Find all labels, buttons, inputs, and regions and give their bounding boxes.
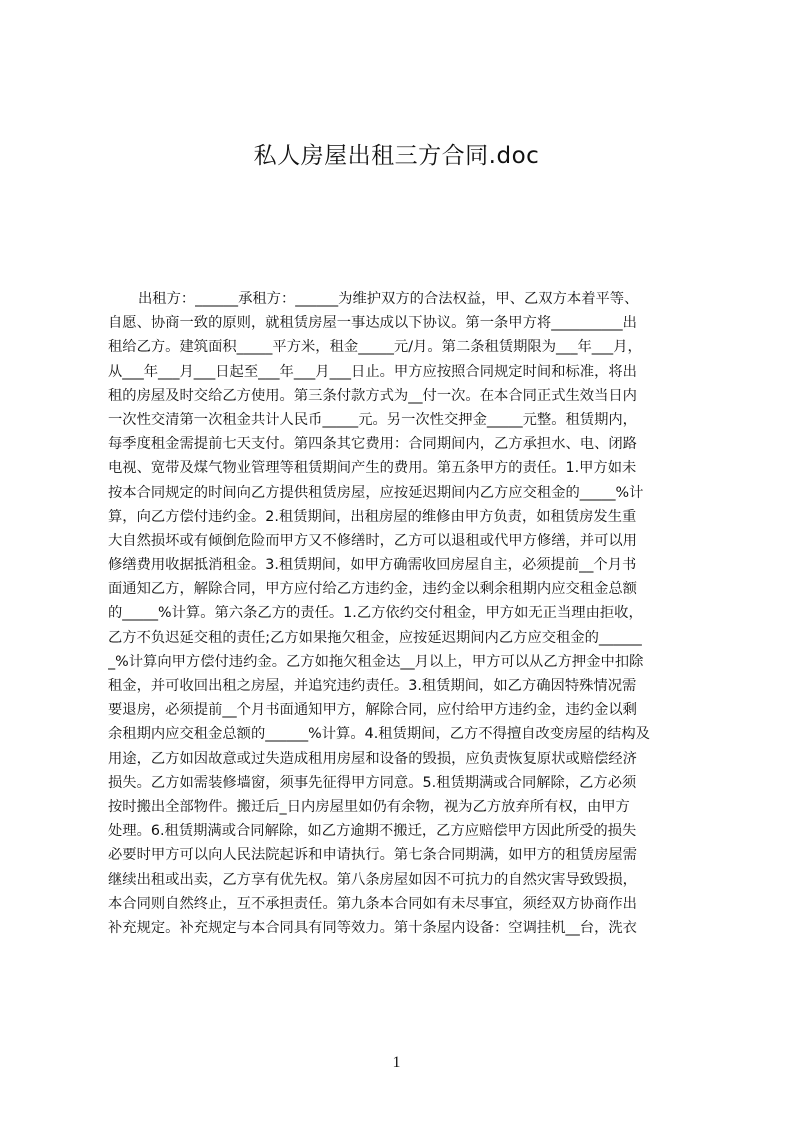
body-line: 按时搬出全部物件。搬迁后_日内房屋里如仍有余物，视为乙方放弃所有权，由甲方 — [108, 798, 630, 815]
body-line: 每季度租金需提前七天支付。第四条其它费用：合同期间内，乙方承担水、电、闭路 — [108, 436, 637, 453]
body-line: 出租方：______承租方：______为维护双方的合法权益，甲、乙双方本着平等、 — [138, 291, 639, 307]
body-line: 补充规定。补充规定与本合同具有同等效力。第十条屋内设备：空调挂机__台，洗衣 — [108, 919, 637, 936]
body-line: 乙方不负迟延交租的责任;乙方如果拖欠租金，应按延迟期间内乙方应交租金的______ — [108, 629, 642, 646]
body-line: 大自然损坏或有倾倒危险而甲方又不修缮时，乙方可以退租或代甲方修缮，并可以用 — [108, 532, 637, 549]
contract-body — [108, 287, 698, 1027]
body-line: 从___年___月___日起至___年___月___日止。甲方应按照合同规定时间和标准，将出 — [108, 363, 637, 380]
body-line: 损失。乙方如需装修墙窗，须事先征得甲方同意。5.租赁期满或合同解除，乙方必须 — [108, 774, 637, 791]
body-line: 本合同则自然终止，互不承担责任。第九条本合同如有未尽事宜，须经双方协商作出 — [108, 895, 637, 912]
body-line: 必要时甲方可以向人民法院起诉和申请执行。第七条合同期满，如甲方的租赁房屋需 — [108, 847, 637, 864]
body-line: 按本合同规定的时间向乙方提供租赁房屋，应按延迟期间内乙方应交租金的_____%计 — [108, 484, 644, 501]
body-line: 继续出租或出卖，乙方享有优先权。第八条房屋如因不可抗力的自然灾害导致毁损， — [108, 871, 637, 888]
body-line: 处理。6.租赁期满或合同解除，如乙方逾期不搬迁，乙方应赔偿甲方因此所受的损失 — [108, 823, 637, 840]
body-line: 修缮费用收据抵消租金。3.租赁期间，如甲方确需收回房屋自主，必须提前__个月书 — [108, 557, 637, 574]
body-line: 电视、宽带及煤气物业管理等租赁期间产生的费用。第五条甲方的责任。1.甲方如未 — [108, 460, 637, 477]
body-line: 租金，并可收回出租之房屋，并追究违约责任。3.租赁期间，如乙方确因特殊情况需 — [108, 678, 637, 694]
body-line: 面通知乙方，解除合同，甲方应付给乙方违约金，违约金以剩余租期内应交租金总额 — [108, 581, 637, 598]
page-number: 1 — [392, 1054, 401, 1071]
body-line: 自愿、协商一致的原则，就租赁房屋一事达成以下协议。第一条甲方将__________出 — [108, 315, 637, 332]
body-line: 用途，乙方如因故意或过失造成租用房屋和设备的毁损，应负责恢复原状或赔偿经济 — [108, 750, 637, 767]
body-line: 余租期内应交租金总额的______%计算。4.租赁期间，乙方不得擅自改变房屋的结构及 — [108, 726, 650, 743]
body-line: 租的房屋及时交给乙方使用。第三条付款方式为__付一次。在本合同正式生效当日内 — [108, 387, 637, 404]
body-line: 要退房，必须提前__个月书面通知甲方，解除合同，应付给甲方违约金，违约金以剩 — [108, 702, 637, 719]
body-line: 算，向乙方偿付违约金。2.租赁期间，出租房屋的维修由甲方负责，如租赁房发生重 — [108, 508, 637, 525]
body-line: _%计算向甲方偿付违约金。乙方如拖欠租金达__月以上，甲方可以从乙方押金中扣除 — [108, 653, 644, 670]
body-line: 租给乙方。建筑面积_____平方米，租金_____元/月。第二条租赁期限为___年___月， — [108, 339, 642, 356]
document-title: 私人房屋出租三方合同.doc — [253, 143, 540, 169]
body-line: 的_____%计算。第六条乙方的责任。1.乙方依约交付租金，甲方如无正当理由拒收， — [108, 605, 643, 622]
body-line: 一次性交清第一次租金共计人民币_____元。另一次性交押金_____元整。租赁期内， — [108, 411, 637, 428]
